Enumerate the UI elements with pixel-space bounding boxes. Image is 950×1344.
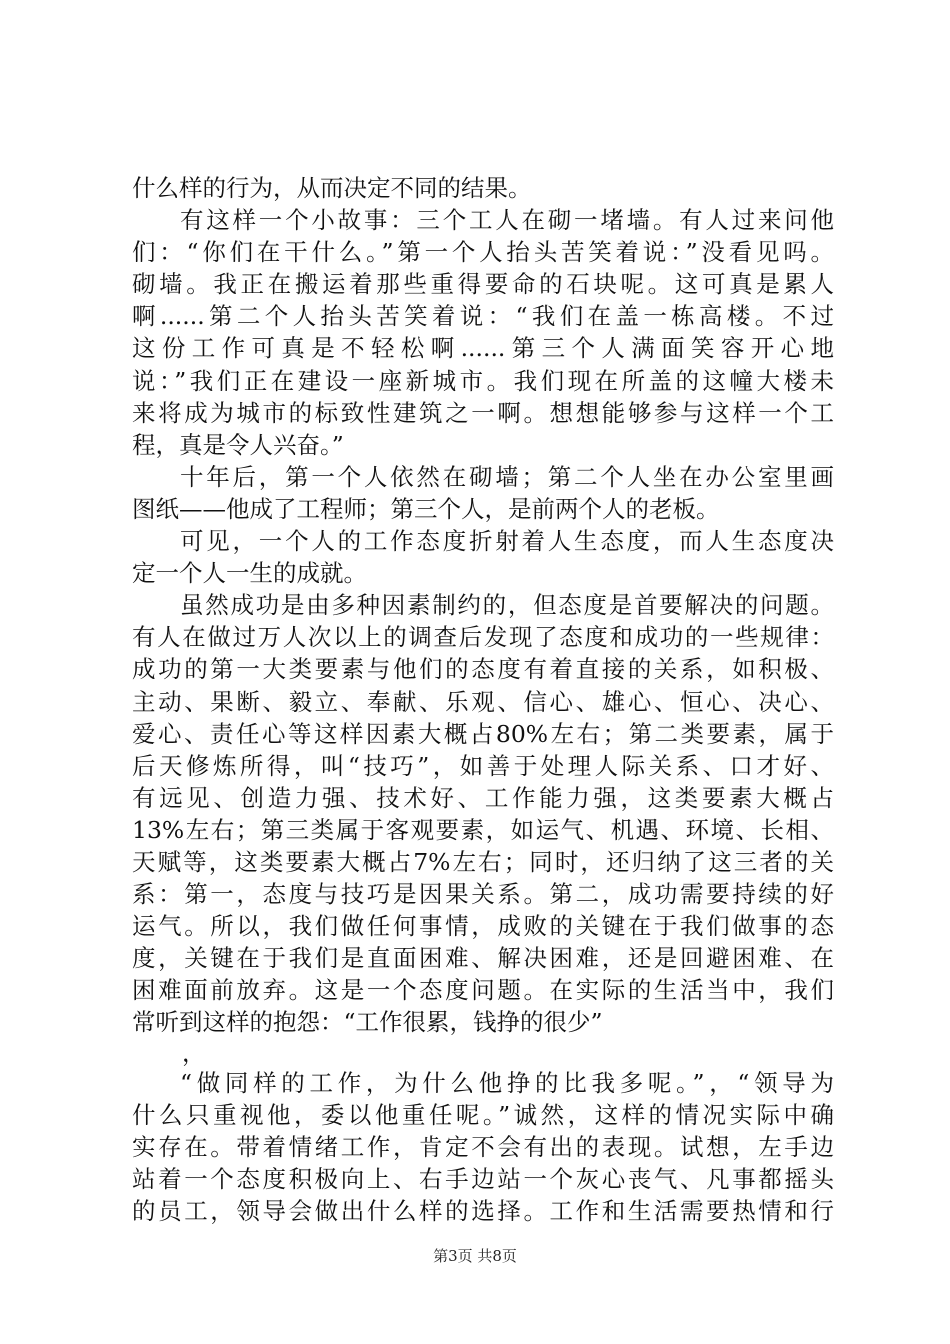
text-line: 的员工，领导会做出什么样的选择。工作和生活需要热情和行 (132, 1196, 834, 1225)
text-line: 什么只重视他，委以他重任呢。”诚然，这样的情况实际中确 (132, 1100, 834, 1129)
text-line: 说：”我们正在建设一座新城市。我们现在所盖的这幢大楼未 (132, 366, 834, 395)
text-line: 程，真是令人兴奋。” (132, 430, 344, 459)
text-line: 啊......第二个人抬头苦笑着说：“我们在盖一栋高楼。不过 (132, 302, 834, 331)
text-line: 运气。所以，我们做任何事情，成败的关键在于我们做事的态 (132, 912, 834, 941)
text-line: 主动、果断、毅立、奉献、乐观、信心、雄心、恒心、决心、 (132, 687, 834, 716)
text-line: 图纸——他成了工程师；第三个人，是前两个人的老板。 (132, 494, 720, 523)
text-line: 天赋等，这类要素大概占7%左右；同时，还归纳了这三者的关 (132, 847, 834, 876)
text-line: 这份工作可真是不轻松啊......第三个人满面笑容开心地 (132, 334, 834, 363)
page-footer: 第3页 共8页 (433, 1247, 517, 1265)
text-line: 什么样的行为，从而决定不同的结果。 (132, 174, 532, 202)
text-line: 爱心、责任心等这样因素大概占80%左右；第二类要素，属于 (132, 719, 834, 748)
text-line: 定一个人一生的成就。 (132, 559, 367, 588)
text-line: ， (182, 1038, 206, 1067)
text-line: 十年后，第一个人依然在砌墙；第二个人坐在办公室里画 (180, 462, 834, 491)
text-line: 常听到这样的抱怨：“工作很累，钱挣的很少” (132, 1008, 603, 1037)
text-line: 有人在做过万人次以上的调查后发现了态度和成功的一些规律： (132, 623, 834, 652)
text-line: 们：“你们在干什么。”第一个人抬头苦笑着说：”没看见吗。 (132, 238, 834, 267)
text-line: 系：第一，态度与技巧是因果关系。第二，成功需要持续的好 (132, 880, 834, 909)
text-line: 后天修炼所得，叫“技巧”，如善于处理人际关系、口才好、 (132, 751, 834, 780)
text-line: 虽然成功是由多种因素制约的，但态度是首要解决的问题。 (180, 591, 834, 620)
text-line: 困难面前放弃。这是一个态度问题。在实际的生活当中，我们 (132, 976, 834, 1005)
text-line: 站着一个态度积极向上、右手边站一个灰心丧气、凡事都摇头 (132, 1164, 834, 1193)
text-line: 来将成为城市的标致性建筑之一啊。想想能够参与这样一个工 (132, 398, 834, 427)
text-line: 成功的第一大类要素与他们的态度有着直接的关系，如积极、 (132, 655, 834, 684)
text-line: 可见，一个人的工作态度折射着人生态度，而人生态度决 (180, 527, 834, 556)
text-line: 13%左右；第三类属于客观要素，如运气、机遇、环境、长相、 (132, 815, 834, 844)
text-line: “做同样的工作，为什么他挣的比我多呢。”，“领导为 (180, 1068, 834, 1097)
text-line: 实存在。带着情绪工作，肯定不会有出的表现。试想，左手边 (132, 1132, 834, 1161)
body-text (132, 172, 834, 1227)
text-line: 砌墙。我正在搬运着那些重得要命的石块呢。这可真是累人 (132, 270, 834, 299)
text-line: 度，关键在于我们是直面困难、解决困难，还是回避困难、在 (132, 944, 834, 973)
text-line: 有这样一个小故事：三个工人在砌一堵墙。有人过来问他 (180, 206, 834, 235)
text-line: 有远见、创造力强、技术好、工作能力强，这类要素大概占 (132, 783, 834, 812)
